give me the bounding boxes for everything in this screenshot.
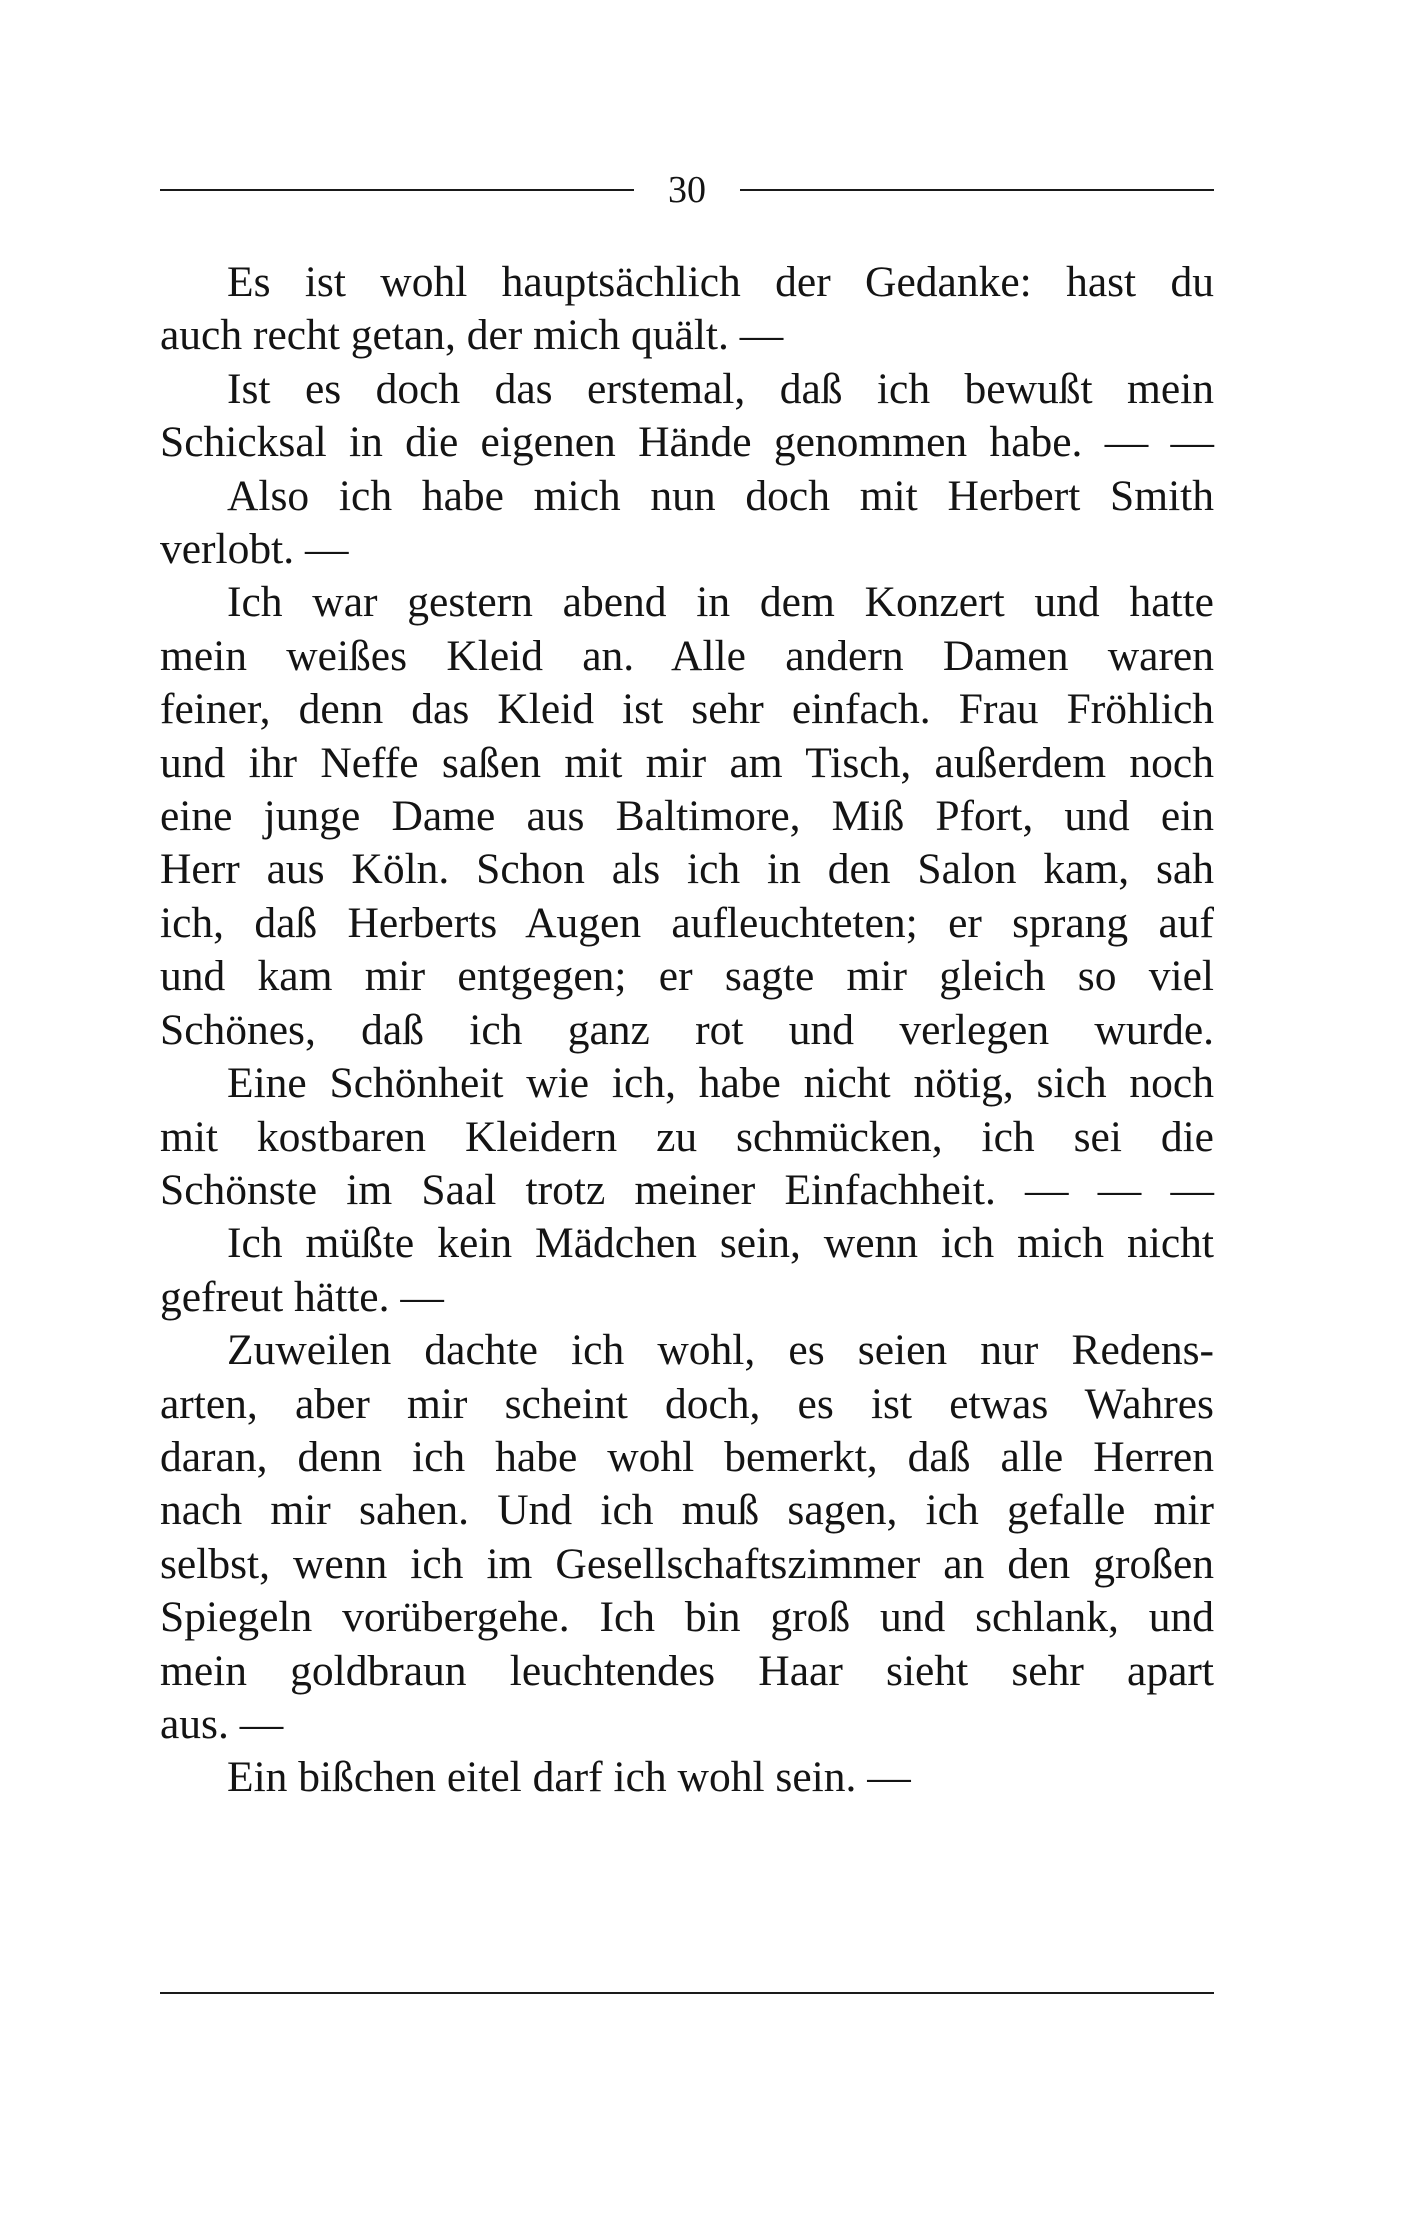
text-line: verlobt. — [160, 525, 349, 574]
text-line: ich, daß Herberts Augen aufleuchteten; er sprang auf [160, 898, 1214, 947]
text-line: Also ich habe mich nun doch mit Herbert Smith [227, 471, 1214, 520]
text-line: feiner, denn das Kleid ist sehr einfach. Frau Fröhlich [160, 685, 1214, 734]
header-rule-right [740, 189, 1214, 191]
text-line: Spiegeln vorübergehe. Ich bin groß und schlank, und [160, 1593, 1214, 1642]
text-line: mit kostbaren Kleidern zu schmücken, ich sei die [160, 1112, 1214, 1161]
paragraph [160, 1057, 1214, 1217]
text-line: aus. — [160, 1699, 284, 1748]
text-line: Es ist wohl hauptsächlich der Gedanke: hast du [227, 258, 1214, 306]
text-line: Ein bißchen eitel darf ich wohl sein. — [227, 1753, 911, 1802]
text-line: gefreut hätte. — [160, 1272, 444, 1321]
body-text [160, 256, 1214, 1805]
text-line: eine junge Dame aus Baltimore, Miß Pfort, und ein [160, 792, 1214, 841]
page-number: 30 [668, 169, 706, 211]
page-header [160, 162, 1214, 218]
text-line: Schönes, daß ich ganz rot und verlegen wurde. [160, 1005, 1214, 1054]
text-line: und ihr Neffe saßen mit mir am Tisch, außerdem noch [160, 738, 1214, 787]
header-rule-left [160, 189, 634, 191]
paragraph [160, 1751, 1214, 1804]
paragraph [160, 470, 1214, 577]
text-line: Zuweilen dachte ich wohl, es seien nur Redens- [227, 1326, 1214, 1375]
text-line: Schicksal in die eigenen Hände genommen habe. — — [160, 418, 1214, 467]
paragraph [160, 363, 1214, 470]
text-line: mein weißes Kleid an. Alle andern Damen waren [160, 631, 1214, 680]
text-line: arten, aber mir scheint doch, es ist etwas Wahres [160, 1379, 1214, 1428]
text-line: Schönste im Saal trotz meiner Einfachheit. — — — [160, 1165, 1214, 1214]
text-line: mein goldbraun leuchtendes Haar sieht sehr apart [160, 1646, 1214, 1695]
paragraph [160, 256, 1214, 363]
text-line: und kam mir entgegen; er sagte mir gleich so viel [160, 952, 1214, 1001]
text-line: Ist es doch das erstemal, daß ich bewußt mein [227, 364, 1214, 413]
text-line: Ich müßte kein Mädchen sein, wenn ich mich nicht [227, 1219, 1214, 1268]
footer-rule [160, 1992, 1214, 1994]
text-line: Eine Schönheit wie ich, habe nicht nötig, sich noch [227, 1059, 1214, 1108]
text-line: Ich war gestern abend in dem Konzert und hatte [227, 578, 1214, 627]
text-line: daran, denn ich habe wohl bemerkt, daß alle Herren [160, 1432, 1214, 1481]
text-line: Herr aus Köln. Schon als ich in den Salon kam, sah [160, 845, 1214, 894]
text-line: auch recht getan, der mich quält. — [160, 311, 784, 360]
text-line: nach mir sahen. Und ich muß sagen, ich gefalle mir [160, 1486, 1214, 1535]
paragraph [160, 576, 1214, 1057]
text-line: selbst, wenn ich im Gesellschaftszimmer an den großen [160, 1539, 1214, 1588]
paragraph [160, 1217, 1214, 1324]
paragraph [160, 1324, 1214, 1751]
